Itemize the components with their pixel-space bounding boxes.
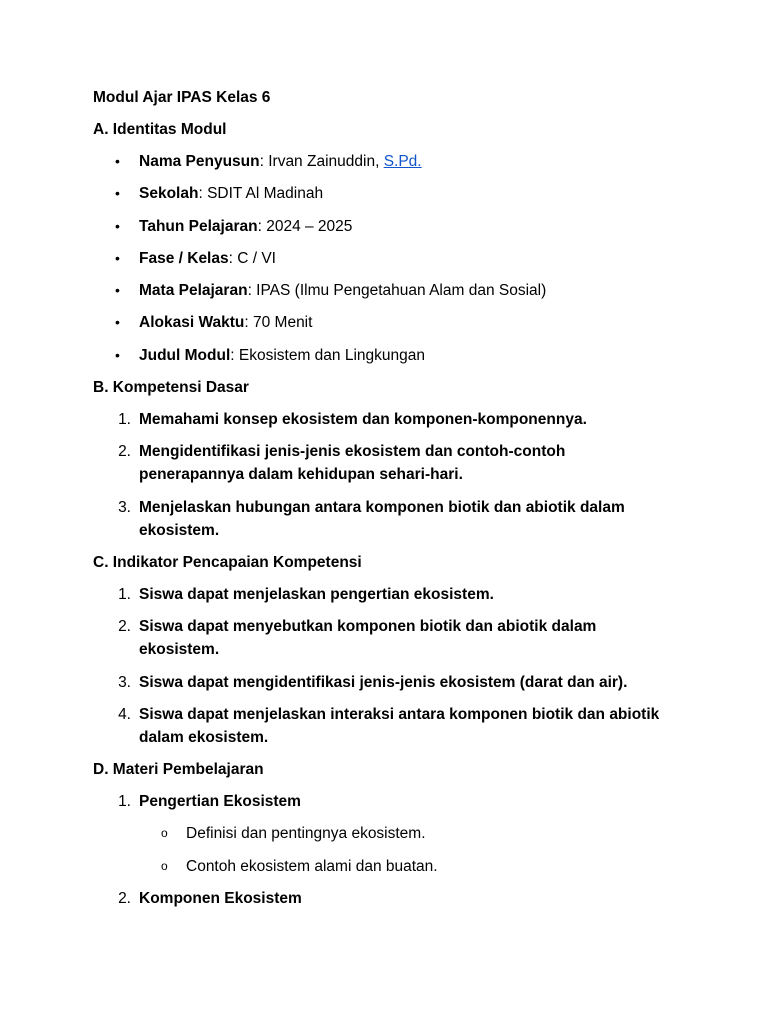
bullet-icon: • [115, 314, 120, 331]
indikator-item-3: 3. Siswa dapat mengidentifikasi jenis-jenis ekosistem (darat dan air). [93, 671, 693, 694]
item-label: Nama Penyusun [139, 153, 260, 170]
item-value: : Irvan Zainuddin, [259, 153, 384, 170]
bullet-icon: • [115, 249, 120, 266]
identity-item-sekolah [93, 182, 693, 205]
section-a-heading: A. Identitas Modul [93, 121, 227, 138]
bullet-icon: • [115, 185, 120, 202]
bullet-icon: • [115, 282, 120, 299]
item-value: : SDIT Al Madinah [198, 185, 324, 203]
item-label: Alokasi Waktu [139, 314, 245, 332]
bullet-icon: • [115, 217, 120, 234]
identity-item-judul [93, 344, 693, 367]
list-number: 3. [118, 673, 131, 691]
identity-item-alokasi [93, 311, 693, 334]
circle-bullet-icon: o [161, 826, 168, 841]
indikator-item-2: 2. Siswa dapat menyebutkan komponen biotik dan abiotik dalam ekosistem. [93, 615, 693, 661]
identity-item-fase [93, 247, 693, 270]
item-label: Sekolah [139, 185, 199, 203]
item-label: Judul Modul [139, 346, 231, 364]
item-value: : Ekosistem dan Lingkungan [230, 346, 425, 364]
list-number: 4. [118, 705, 131, 723]
item-value: : C / VI [228, 249, 276, 267]
identity-item-penyusun [93, 150, 693, 173]
circle-bullet-icon: o [161, 858, 168, 873]
spd-link[interactable]: S.Pd. [383, 153, 422, 170]
indikator-item-1: 1. Siswa dapat menjelaskan pengertian ekosistem. [93, 583, 693, 606]
identity-item-tahun [93, 215, 693, 238]
list-number: 2. [118, 618, 131, 636]
item-value: : 2024 – 2025 [257, 217, 353, 235]
kd-item-2: 2. Mengidentifikasi jenis-jenis ekosistem dan contoh-contoh penerapannya dalam kehidupan sehari-hari. [93, 440, 693, 486]
list-number: 2. [118, 890, 131, 908]
section-d-heading: D. Materi Pembelajaran [93, 761, 264, 779]
document-page [93, 86, 693, 919]
identity-item-mapel [93, 279, 693, 302]
indikator-item-4: 4. Siswa dapat menjelaskan interaksi antara komponen biotik dan abiotik dalam ekosistem. [93, 703, 693, 749]
item-value: : 70 Menit [244, 314, 313, 332]
section-b-heading: B. Kompetensi Dasar [93, 379, 249, 397]
item-label: Fase / Kelas [139, 249, 229, 267]
kd-item-1: 1. Memahami konsep ekosistem dan komponen-komponennya. [93, 408, 693, 431]
materi-subitem-1: o Definisi dan pentingnya ekosistem. [93, 822, 693, 845]
document-title: Modul Ajar IPAS Kelas 6 [93, 89, 271, 106]
bullet-icon: • [115, 346, 120, 363]
materi-subitem-2: o Contoh ekosistem alami dan buatan. [93, 855, 693, 878]
bullet-icon: • [115, 153, 120, 169]
materi-item-2: 2. Komponen Ekosistem [93, 887, 693, 910]
list-number: 3. [118, 498, 131, 516]
list-number: 1. [118, 411, 131, 429]
section-c-heading: C. Indikator Pencapaian Kompetensi [93, 553, 362, 571]
item-label: Tahun Pelajaran [139, 217, 258, 235]
list-number: 1. [118, 585, 131, 603]
item-label: Mata Pelajaran [139, 282, 248, 300]
kd-item-3: 3. Menjelaskan hubungan antara komponen biotik dan abiotik dalam ekosistem. [93, 496, 693, 542]
list-number: 2. [118, 443, 131, 461]
materi-item-1: 1. Pengertian Ekosistem [93, 790, 693, 813]
list-number: 1. [118, 793, 131, 811]
item-value: : IPAS (Ilmu Pengetahuan Alam dan Sosial) [247, 282, 547, 300]
